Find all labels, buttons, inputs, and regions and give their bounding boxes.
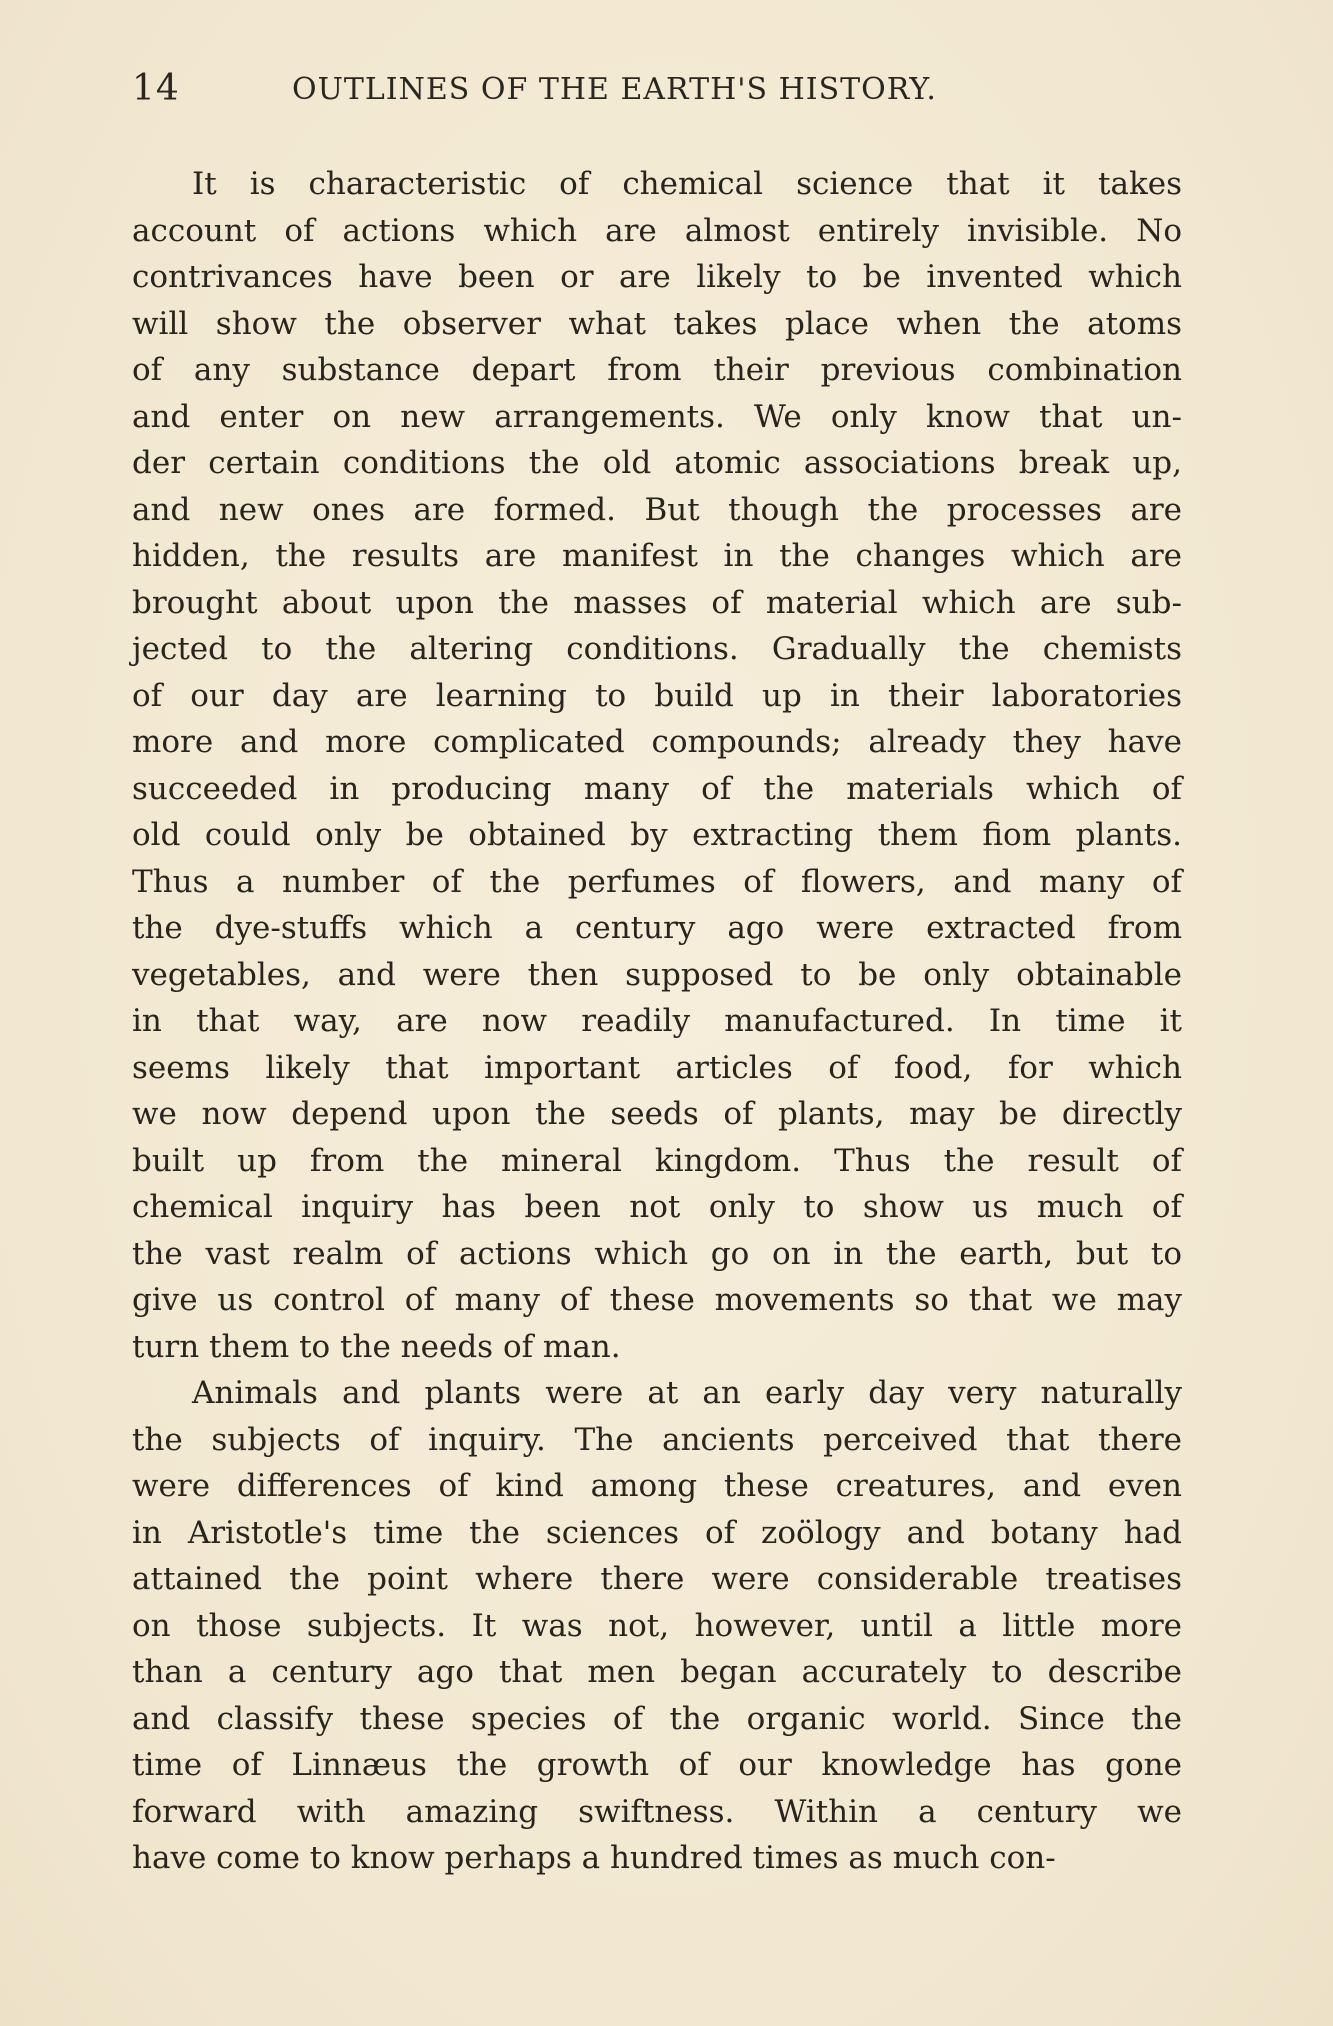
text-line: give us control of many of these movements so that we may <box>132 1282 1182 1318</box>
text-line: than a century ago that men began accurately to describe <box>132 1654 1182 1690</box>
running-head <box>132 68 1182 118</box>
text-line: time of Linnæus the growth of our knowledge has gone <box>132 1747 1182 1783</box>
text-line: der certain conditions the old atomic associations break up, <box>132 445 1182 481</box>
text-line: we now depend upon the seeds of plants, may be directly <box>132 1096 1182 1132</box>
page-number: 14 <box>132 68 180 109</box>
text-line: and enter on new arrangements. We only know that un- <box>132 398 1182 435</box>
text-line: the dye-stuffs which a century ago were extracted from <box>132 910 1182 946</box>
text-line: of any substance depart from their previous combination <box>132 352 1182 388</box>
text-line: built up from the mineral kingdom. Thus the result of <box>132 1142 1182 1179</box>
text-line: seems likely that important articles of food, for which <box>132 1049 1182 1086</box>
running-title: OUTLINES OF THE EARTH'S HISTORY. <box>292 72 937 107</box>
text-line: the subjects of inquiry. The ancients perceived that there <box>132 1421 1182 1458</box>
text-line: chemical inquiry has been not only to show us much of <box>132 1189 1182 1225</box>
text-line: brought about upon the masses of material which are sub- <box>132 584 1182 621</box>
text-line: in that way, are now readily manufactured. In time it <box>132 1003 1182 1039</box>
text-line: were differences of kind among these creatures, and even <box>132 1468 1182 1504</box>
text-line: succeeded in producing many of the materials which of <box>132 770 1182 807</box>
text-line: jected to the altering conditions. Gradually the chemists <box>132 631 1182 667</box>
text-line: vegetables, and were then supposed to be only obtainable <box>132 956 1182 993</box>
body-text <box>132 161 1182 1882</box>
text-line: turn them to the needs of man. <box>132 1328 621 1365</box>
text-line: have come to know perhaps a hundred times as much con- <box>132 1840 1056 1876</box>
text-line: and new ones are formed. But though the processes are <box>132 491 1182 528</box>
text-line: on those subjects. It was not, however, until a little more <box>132 1607 1182 1644</box>
paragraph <box>132 1370 1182 1882</box>
text-line: hidden, the results are manifest in the changes which are <box>132 538 1182 574</box>
text-line: will show the observer what takes place when the atoms <box>132 305 1182 342</box>
paragraph <box>132 161 1182 1370</box>
text-line: forward with amazing swiftness. Within a century we <box>132 1793 1182 1830</box>
text-line: old could only be obtained by extracting them fiom plants. <box>132 817 1182 853</box>
text-line: of our day are learning to build up in their laboratories <box>132 677 1182 714</box>
text-line: account of actions which are almost entirely invisible. No <box>132 212 1182 249</box>
text-line: in Aristotle's time the sciences of zoölogy and botany had <box>132 1514 1182 1551</box>
text-line: more and more complicated compounds; already they have <box>132 724 1182 760</box>
text-line: It is characteristic of chemical science that it takes <box>192 166 1182 202</box>
text-line: the vast realm of actions which go on in the earth, but to <box>132 1235 1182 1272</box>
text-line: Thus a number of the perfumes of flowers, and many of <box>132 863 1182 900</box>
text-line: attained the point where there were considerable treatises <box>132 1561 1182 1597</box>
text-line: Animals and plants were at an early day very naturally <box>192 1375 1182 1411</box>
text-line: and classify these species of the organic world. Since the <box>132 1700 1182 1737</box>
text-line: contrivances have been or are likely to be invented which <box>132 259 1182 295</box>
